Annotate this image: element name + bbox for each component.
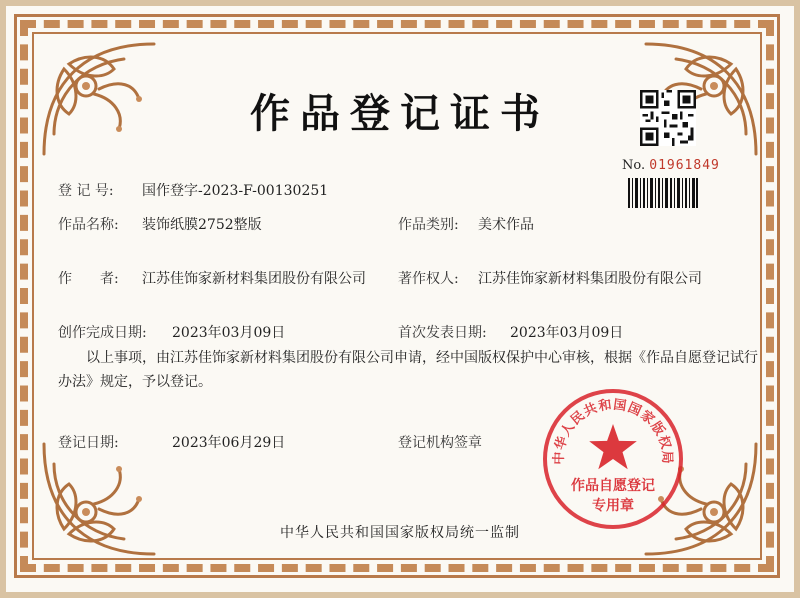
footer-supervisor: 中华人民共和国国家版权局统一监制 (280, 525, 520, 541)
seal-line2: 专用章 (592, 498, 634, 514)
owner-value: 江苏佳饰家新材料集团股份有限公司 (478, 271, 702, 287)
work-name-label: 作品名称: (58, 217, 119, 233)
work-name-value: 装饰纸膜2752整版 (142, 217, 262, 233)
work-type-label: 作品类别: (398, 217, 459, 233)
stamp-label: 登记机构签章 (398, 435, 482, 451)
reg-date-label: 登记日期: (58, 435, 119, 451)
official-seal-icon (538, 384, 688, 534)
created-value: 2023年03月09日 (172, 325, 286, 341)
reg-date-value: 2023年06月29日 (172, 435, 286, 451)
owner-label: 著作权人: (398, 271, 459, 287)
serial-value: 01961849 (649, 158, 720, 173)
published-label: 首次发表日期: (398, 325, 487, 341)
author-value: 江苏佳饰家新材料集团股份有限公司 (142, 271, 366, 287)
author-label: 作 者: (58, 271, 119, 287)
reg-no-value: 国作登字-2023-F-00130251 (142, 183, 329, 199)
seal-ring-text: 中华人民共和国国家版权局 (551, 397, 675, 465)
serial-prefix: No. (622, 158, 646, 173)
published-value: 2023年03月09日 (510, 325, 624, 341)
registration-statement: 以上事项，由江苏佳饰家新材料集团股份有限公司申请，经中国版权保护中心审核，根据《作品自愿登记试行办法》规定，予以登记。 (58, 350, 758, 390)
qr-code-icon[interactable] (640, 90, 696, 146)
certificate-title: 作品登记证书 (250, 90, 550, 137)
barcode-icon (628, 178, 698, 208)
seal-line1: 作品自愿登记 (571, 478, 655, 494)
reg-no-label: 登 记 号: (58, 183, 114, 199)
work-type-value: 美术作品 (478, 217, 534, 233)
created-label: 创作完成日期: (58, 325, 147, 341)
serial-number (622, 158, 720, 173)
